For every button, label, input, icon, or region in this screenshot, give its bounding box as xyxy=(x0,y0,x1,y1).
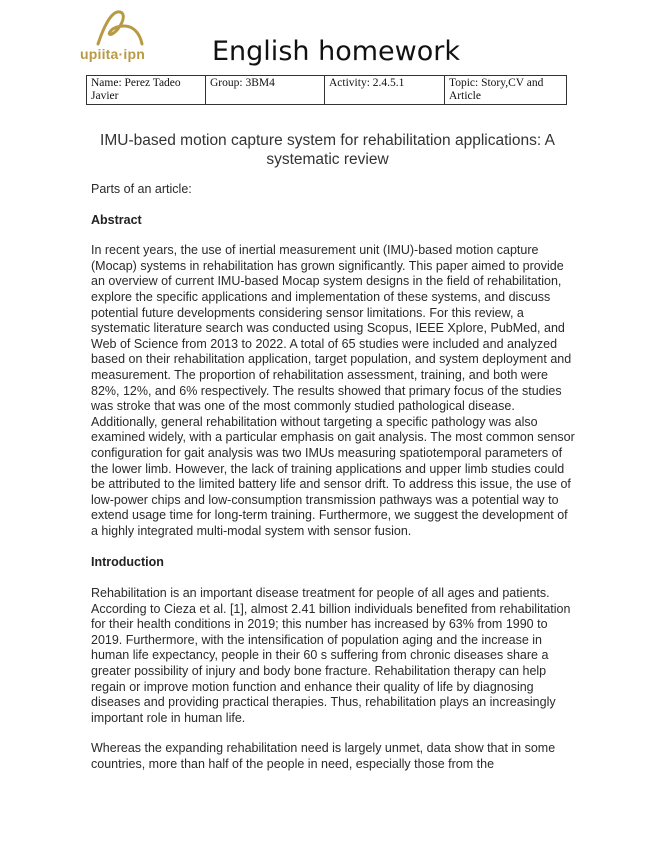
topic-cell: Topic: Story,CV and Article xyxy=(445,76,567,105)
abstract-paragraph: In recent years, the use of inertial measurement unit (IMU)-based motion capture (Mocap) systems in rehabilitation has grown significantly. This paper aimed to provide an overview of current IMU-based Mocap system designs in the field of rehabilitation, explore the specific applications and implementation of these systems, and discuss potential future developments considering sensor limitations. For this review, a systematic literature search was conducted using Scopus, IEEE Xplore, PubMed, and Web of Science from 2013 to 2022. A total of 65 studies were included and analyzed based on their rehabilitation application, target population, and system deployment and measurement. The proportion of rehabilitation assessment, training, and both were 82%, 12%, and 6% respectively. The results showed that primary focus of the studies was stroke that was one of the most commonly studied pathological disease. Additionally, general rehabilitation without targeting a specific pathology was also examined widely, with a particular emphasis on gait analysis. The most common sensor configuration for gait analysis was two IMUs measuring spatiotemporal parameters of the lower limb. However, the lack of training applications and upper limb studies could be attributed to the limited battery life and sensor drift. To address this issue, the use of low-power chips and low-consumption transmission pathways was a potential way to extend usage time for long-term training. Furthermore, we suggest the development of a highly integrated multi-modal system with sensor fusion. xyxy=(91,243,575,538)
university-logo xyxy=(80,4,162,66)
logo-swirl-icon xyxy=(90,4,150,48)
group-cell: Group: 3BM4 xyxy=(206,76,325,105)
header-info-row xyxy=(87,76,567,105)
header-info-table xyxy=(86,75,567,105)
introduction-paragraph-1: Rehabilitation is an important disease treatment for people of all ages and patients. According to Cieza et al. [1], almost 2.41 billion individuals benefited from rehabilitation for their health conditions in 2019; this number has increased by 63% from 1990 to 2019. Furthermore, with the intensification of population aging and the increase in human life expectancy, people in their 60 s suffering from chronic diseases share a greater possibility of injury and body bone fracture. Rehabilitation therapy can help regain or improve motion function and enhance their quality of life by diagnosing diseases and providing practical therapies. Thus, rehabilitation plays an increasingly important role in human life. xyxy=(91,586,571,725)
page-title: English homework xyxy=(212,36,460,67)
introduction-heading: Introduction xyxy=(91,555,164,570)
article-body xyxy=(91,182,576,788)
abstract-heading: Abstract xyxy=(91,212,142,227)
introduction-paragraph-2: Whereas the expanding rehabilitation need is largely unmet, data show that in some countries, more than half of the people in need, especially those from the xyxy=(91,741,556,771)
article-title: IMU-based motion capture system for rehabilitation applications: A systematic review xyxy=(100,132,555,168)
logo-text: upiita·ipn xyxy=(80,46,145,62)
name-cell: Name: Perez Tadeo Javier xyxy=(87,76,206,105)
activity-cell: Activity: 2.4.5.1 xyxy=(325,76,445,105)
parts-label: Parts of an article: xyxy=(91,182,192,196)
